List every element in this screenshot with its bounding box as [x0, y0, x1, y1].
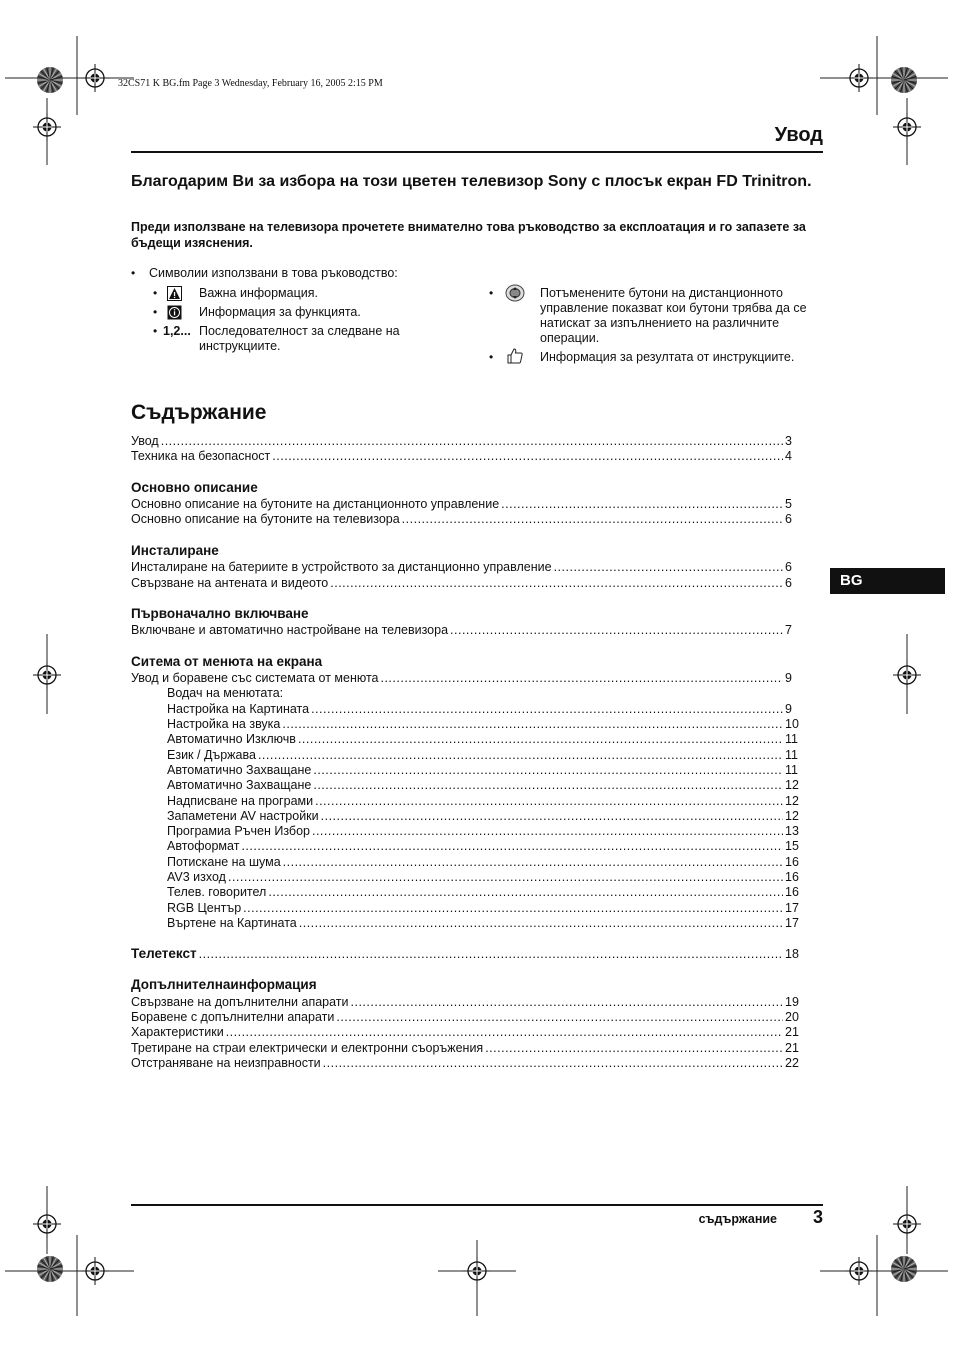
toc-entry: [131, 1010, 799, 1025]
toc-entry: [167, 870, 799, 885]
toc-entry-label: Увод: [131, 434, 159, 448]
toc-entry: [167, 885, 799, 900]
toc-section-title: Първоначално включване: [131, 605, 309, 621]
toc-entry-label: Запаметени AV настройки: [167, 808, 319, 823]
toc-section-title: Инсталиране: [131, 542, 219, 558]
toc-entry-label: Включване и автоматично настройване на телевизора: [131, 623, 449, 638]
toc-entry-page: 11: [785, 762, 798, 777]
toc-entry-label: Водач на менютата:: [167, 686, 284, 701]
toc-section-title: Телетекст: [131, 946, 197, 962]
toc-entry: [167, 763, 799, 778]
toc-leader-dots: [258, 748, 783, 763]
toc-entry-label: Свързване на допълнителни апарати: [131, 994, 349, 1009]
toc-entry-page: 21: [785, 1040, 799, 1055]
toc-entry-page: 6: [785, 560, 792, 575]
language-tab: BG: [830, 568, 945, 594]
toc-entry-page: 20: [785, 1010, 799, 1024]
toc-leader-dots: [298, 732, 783, 747]
toc-section-title: Основно описание: [131, 479, 258, 495]
toc-entry-page: 19: [785, 994, 799, 1009]
toc-entry: [167, 824, 799, 839]
toc-entry: [131, 995, 799, 1010]
symbol-text: Информация за функцията.: [199, 305, 361, 319]
toc-entry: [167, 702, 799, 717]
registration-mark: [893, 1210, 921, 1238]
toc-leader-dots: [330, 576, 783, 591]
toc-section-heading: [131, 946, 799, 961]
toc-entry-page: 11: [785, 732, 798, 747]
thumbs-up-icon: [506, 347, 524, 369]
toc-entry-label: Настройка на Картината: [167, 701, 310, 716]
toc-entry-label: AV3 изход: [167, 870, 226, 884]
toc-entry: [131, 671, 799, 686]
toc-entry-page: 12: [785, 778, 799, 793]
toc-leader-dots: [323, 1056, 783, 1071]
toc-entry: [167, 717, 799, 732]
toc-entry: [167, 748, 799, 763]
toc-entry-label: Език / Държава: [167, 747, 256, 762]
toc-entry: [167, 916, 799, 931]
footer-label: съдържание: [698, 1212, 777, 1226]
registration-mark: [33, 1210, 61, 1238]
page-number: 3: [812, 1207, 823, 1227]
toc-entry-page: 16: [785, 870, 799, 884]
toc-leader-dots: [311, 702, 783, 717]
toc-entry-page: 18: [785, 947, 799, 962]
toc-entry-label: Настройка на звука: [167, 717, 281, 731]
info-icon: [167, 305, 182, 324]
toc-leader-dots: [313, 778, 783, 793]
toc-leader-dots: [336, 1010, 783, 1025]
toc-leader-dots: [199, 947, 783, 962]
toc-entry-label: Автоматично Захващане: [167, 762, 312, 777]
toc-entry-label: Потискане на шума: [167, 854, 281, 869]
section-title: Увод: [774, 124, 823, 146]
toc-entry: [167, 686, 799, 701]
registration-mark: [845, 64, 873, 92]
footer-rule: [131, 1204, 823, 1206]
toc-entry-page: 6: [785, 575, 792, 590]
toc-entry-page: 17: [785, 900, 799, 915]
symbol-text: Последователност за следване на инструкциите.: [199, 324, 400, 353]
toc-entry-label: Въртене на Картината: [167, 915, 297, 930]
toc-entry-label: Телев. говорител: [167, 885, 267, 900]
toc-entry-label: Инсталиране на батериите в устройството за дистанционно управление: [131, 560, 552, 575]
toc-leader-dots: [501, 497, 783, 512]
toc-entry-label: Характеристики: [131, 1025, 224, 1040]
toc-leader-dots: [315, 794, 783, 809]
toc-entry-page: 9: [785, 701, 792, 716]
toc-leader-dots: [313, 763, 783, 778]
toc-entry-page: 12: [785, 808, 799, 823]
bullet: •: [131, 266, 136, 280]
toc-leader-dots: [282, 717, 783, 732]
toc-leader-dots: [272, 449, 783, 464]
toc-entry: [167, 778, 799, 793]
toc-leader-dots: [402, 512, 783, 527]
symbol-text: Потъменените бутони на дистанционното управление показват кои бутони трябва да се натискат за изпълнението на различните операции.: [540, 286, 807, 345]
toc-entry: [131, 576, 799, 591]
registration-mark: [81, 1257, 109, 1285]
bullet: •: [489, 350, 494, 364]
toc-entry: [131, 1025, 799, 1040]
toc-entry-page: 10: [785, 717, 799, 731]
toc-entry-page: 15: [785, 839, 799, 854]
toc-entry: [131, 1056, 799, 1071]
toc-entry-page: 22: [785, 1055, 799, 1070]
color-wheel-mark: [37, 67, 63, 93]
registration-mark: [463, 1257, 491, 1285]
toc-leader-dots: [268, 885, 783, 900]
remote-buttons-icon: [505, 284, 525, 306]
toc-leader-dots: [450, 623, 783, 638]
toc-leader-dots: [283, 855, 783, 870]
registration-mark: [893, 113, 921, 141]
toc-entry: [167, 794, 799, 809]
toc-entry: [131, 1041, 799, 1056]
toc-entry: [131, 512, 799, 527]
toc-leader-dots: [243, 901, 783, 916]
toc-entry-page: 21: [785, 1025, 799, 1040]
bullet: •: [153, 305, 158, 319]
toc-entry-label: Автоматично Изключв: [167, 732, 296, 747]
toc-entry-label: Техника на безопасност: [131, 449, 271, 464]
toc-entry-page: 13: [785, 824, 799, 839]
toc-leader-dots: [554, 560, 783, 575]
toc-entry: [131, 434, 799, 449]
bullet: •: [489, 286, 494, 300]
bullet: •: [153, 324, 158, 338]
toc-entry-page: 7: [785, 623, 792, 638]
toc-entry: [167, 839, 799, 854]
toc-entry-label: Увод и боравене със системата от менюта: [131, 671, 379, 686]
toc-entry-label: Боравене с допълнителни апарати: [131, 1010, 335, 1024]
registration-mark: [33, 661, 61, 689]
toc-entry-page: 9: [785, 671, 792, 686]
sequence-marker: 1,2...: [163, 324, 191, 338]
intro-heading: Благодарим Ви за избора на този цветен телевизор Sony с плосък екран FD Trinitron.: [131, 173, 812, 190]
registration-mark: [893, 661, 921, 689]
toc-entry-label: Автоматично Захващане: [167, 778, 312, 793]
toc-entry: [131, 497, 799, 512]
toc-title: Съдържание: [131, 401, 267, 424]
print-header: 32CS71 K BG.fm Page 3 Wednesday, February 16, 2005 2:15 PM: [118, 78, 383, 89]
toc-leader-dots: [321, 809, 783, 824]
registration-mark: [33, 113, 61, 141]
toc-entry-label: Свързване на антената и видеото: [131, 575, 329, 590]
toc-entry-label: Надписване на програми: [167, 793, 314, 808]
toc-entry-page: 16: [785, 854, 799, 869]
registration-mark: [81, 64, 109, 92]
toc-leader-dots: [241, 839, 783, 854]
toc-entry: [131, 560, 799, 575]
header-rule: [131, 151, 823, 153]
toc-entry-page: 4: [785, 449, 792, 464]
toc-leader-dots: [226, 1025, 783, 1040]
intro-note: Преди използване на телевизора прочетете внимателно това ръководство за експлоатация и го запазете за бъдещи изяснения.: [131, 220, 806, 250]
toc-entry-page: 6: [785, 512, 792, 527]
toc-entry-label: Третиране на страи електрически и електронни съоръжения: [131, 1040, 484, 1055]
toc-entry-page: 11: [785, 747, 798, 762]
symbol-text: Важна информация.: [199, 286, 318, 300]
toc-entry-label: Автоформат: [167, 839, 240, 854]
bullet: •: [153, 286, 158, 300]
registration-mark: [845, 1257, 873, 1285]
toc-entry-page: 17: [785, 915, 799, 930]
toc-entry: [167, 855, 799, 870]
toc-entry-label: Основно описание на бутоните на телевизора: [131, 512, 400, 527]
toc-entry-label: Отстраняване на неизправности: [131, 1055, 321, 1070]
toc-entry: [167, 732, 799, 747]
toc-leader-dots: [228, 870, 783, 885]
symbols-intro: Символии използвани в това ръководство:: [149, 266, 398, 280]
color-wheel-mark: [891, 67, 917, 93]
toc-entry: [131, 449, 799, 464]
toc-leader-dots: [161, 434, 783, 449]
toc-leader-dots: [312, 824, 783, 839]
toc-entry-label: Основно описание на бутоните на дистанционното управление: [131, 497, 500, 512]
symbol-text: Информация за резултата от инструкциите.: [540, 350, 795, 364]
toc-entry: [167, 809, 799, 824]
toc-leader-dots: [299, 916, 783, 931]
toc-entry: [131, 623, 799, 638]
color-wheel-mark: [37, 1256, 63, 1282]
toc-leader-dots: [380, 671, 783, 686]
toc-entry-page: 16: [785, 885, 799, 900]
toc-entry: [167, 901, 799, 916]
toc-section-title: Допълнителнаинформация: [131, 977, 317, 993]
toc-entry-page: 12: [785, 793, 799, 808]
toc-leader-dots: [351, 995, 783, 1010]
warning-icon: [167, 286, 182, 305]
toc-section-title: Ситема от менюта на екрана: [131, 653, 323, 669]
toc-entry-label: RGB Център: [167, 900, 242, 915]
toc-entry-label: Програмиа Ръчен Избор: [167, 824, 310, 839]
toc-entry-page: 3: [785, 434, 792, 448]
toc-entry-page: 5: [785, 497, 792, 512]
color-wheel-mark: [891, 1256, 917, 1282]
toc-leader-dots: [485, 1041, 783, 1056]
